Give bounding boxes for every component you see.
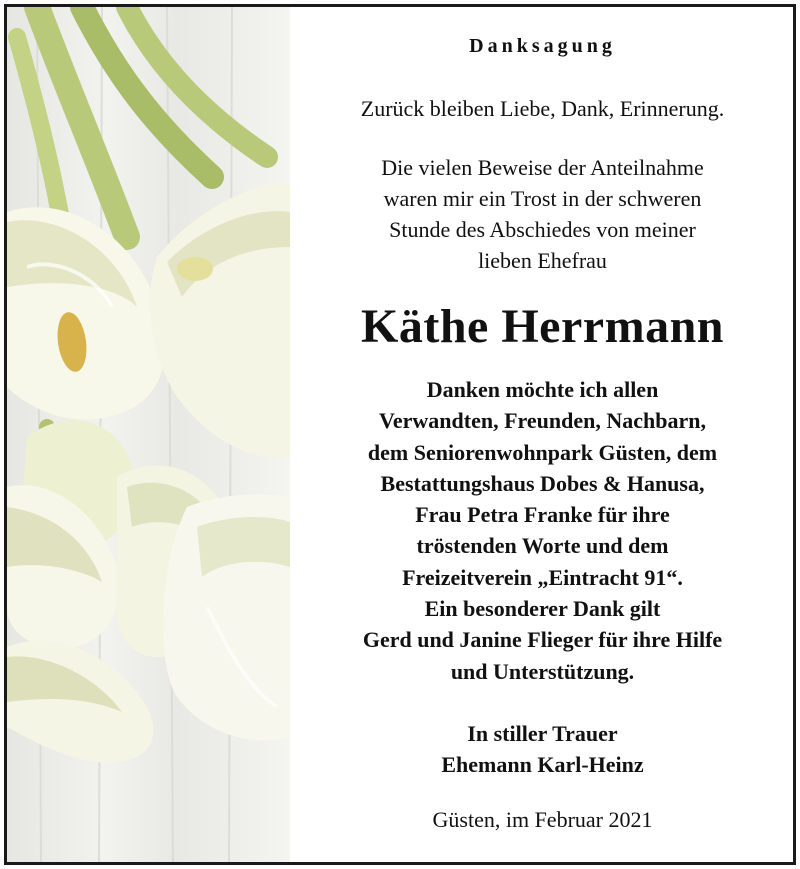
intro-line: Stunde des Abschiedes von meiner: [389, 217, 696, 242]
notice-text: [292, 7, 793, 862]
thanks-line: Freizeitverein „Eintracht 91“.: [402, 564, 683, 590]
calla-lily-photo: [7, 7, 290, 862]
notice-heading: Danksagung: [469, 35, 616, 57]
intro-line: lieben Ehefrau: [478, 248, 607, 273]
thanks-line: Ein besonderer Dank gilt: [424, 596, 661, 622]
mourning-line: In stiller Trauer: [467, 721, 618, 746]
thanks-line: Danken möchte ich allen: [426, 377, 659, 402]
notice-intro: [292, 152, 793, 276]
thanks-line: Gerd und Janine Flieger für ihre Hilfe: [362, 627, 723, 653]
notice-motto: Zurück bleiben Liebe, Dank, Erinnerung.: [360, 96, 725, 121]
thanks-line: tröstenden Worte und dem: [416, 533, 669, 559]
thanks-line: Frau Petra Franke für ihre: [415, 502, 670, 528]
intro-line: Die vielen Beweise der Anteilnahme: [381, 155, 704, 180]
notice-thanks: [292, 374, 793, 687]
place-date: Güsten, im Februar 2021: [432, 807, 653, 832]
thanks-line: Verwandten, Freunden, Nachbarn,: [379, 408, 706, 434]
obituary-notice: [4, 4, 796, 865]
calla-lily-bouquet-icon: [7, 7, 290, 862]
intro-line: waren mir ein Trost in der schweren: [383, 186, 702, 211]
thanks-line: und Unterstützung.: [450, 658, 635, 684]
thanks-line: dem Seniorenwohnpark Güsten, dem: [367, 439, 718, 465]
thanks-line: Bestattungshaus Dobes & Hanusa,: [380, 470, 705, 496]
mourning-line: Ehemann Karl-Heinz: [441, 752, 644, 777]
notice-signature: [292, 718, 793, 780]
deceased-name: Käthe Herrmann: [361, 300, 724, 353]
